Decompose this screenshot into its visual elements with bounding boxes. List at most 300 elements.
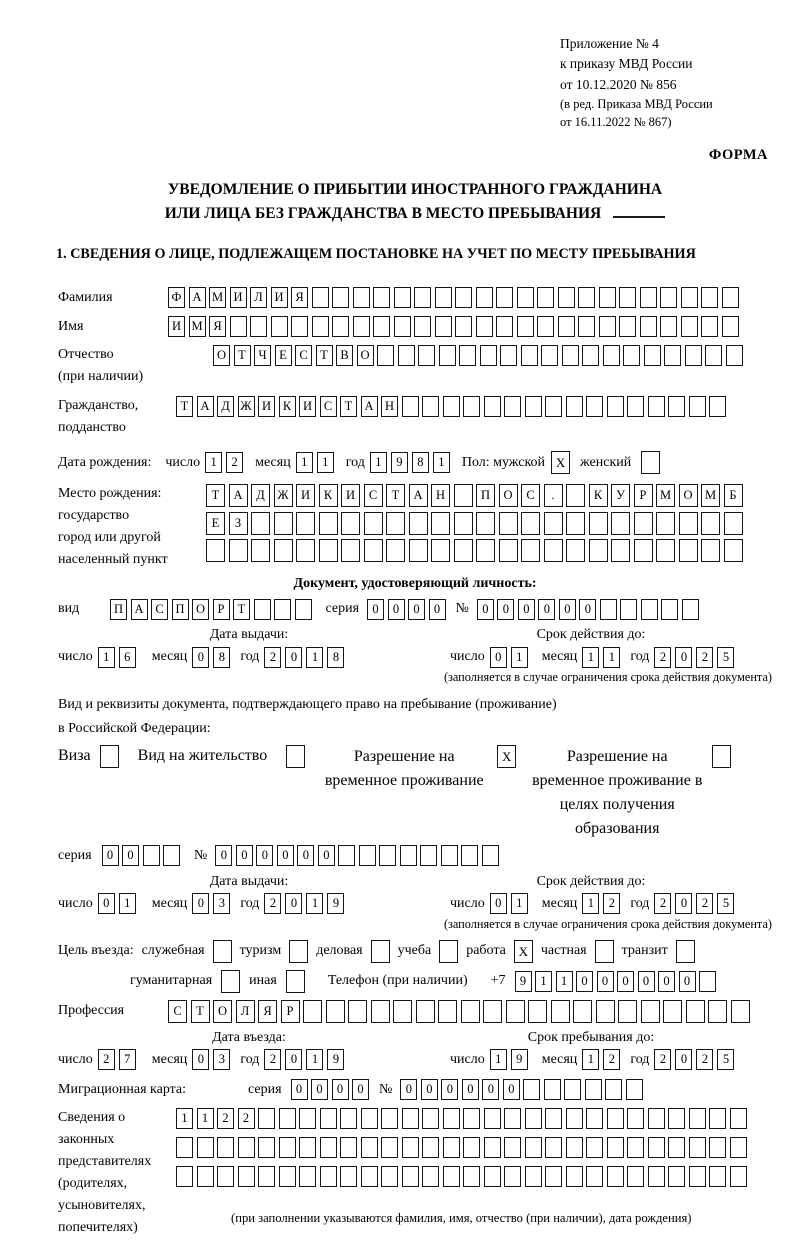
char-cell[interactable] (709, 1166, 726, 1187)
char-cell[interactable] (431, 539, 450, 562)
char-cell[interactable]: 0 (285, 1049, 302, 1070)
char-cell[interactable] (626, 1079, 643, 1100)
char-cell[interactable] (299, 1137, 316, 1158)
char-cell[interactable]: Р (634, 484, 653, 507)
char-cell[interactable] (640, 316, 657, 337)
char-cell[interactable] (398, 345, 415, 366)
char-cell[interactable] (551, 1000, 570, 1023)
char-cell[interactable] (386, 512, 405, 535)
char-cell[interactable]: 0 (192, 647, 209, 668)
char-cell[interactable]: 6 (119, 647, 136, 668)
char-cell[interactable] (607, 1108, 624, 1129)
char-cell[interactable] (504, 396, 521, 417)
purpose-study-checkbox[interactable] (439, 940, 458, 963)
char-cell[interactable] (648, 1166, 665, 1187)
char-cell[interactable] (476, 316, 493, 337)
char-cell[interactable] (499, 512, 518, 535)
purpose-business-checkbox[interactable] (371, 940, 390, 963)
char-cell[interactable] (217, 1137, 234, 1158)
char-cell[interactable] (566, 1137, 583, 1158)
char-cell[interactable]: 0 (576, 971, 593, 992)
char-cell[interactable] (544, 1079, 561, 1100)
char-cell[interactable]: Т (206, 484, 225, 507)
char-cell[interactable] (685, 345, 702, 366)
char-cell[interactable]: С (320, 396, 337, 417)
char-cell[interactable] (686, 1000, 705, 1023)
char-cell[interactable] (476, 287, 493, 308)
char-cell[interactable] (648, 1108, 665, 1129)
char-cell[interactable]: 1 (511, 647, 528, 668)
char-cell[interactable]: А (189, 287, 206, 308)
char-cell[interactable]: А (197, 396, 214, 417)
char-cell[interactable]: 0 (102, 845, 119, 866)
char-cell[interactable]: О (213, 345, 230, 366)
char-cell[interactable]: 3 (213, 893, 230, 914)
temp-residence-checkbox[interactable]: X (497, 745, 516, 768)
char-cell[interactable] (701, 287, 718, 308)
char-cell[interactable]: П (476, 484, 495, 507)
char-cell[interactable] (463, 396, 480, 417)
char-cell[interactable] (627, 1137, 644, 1158)
char-cell[interactable] (439, 345, 456, 366)
sex-male-checkbox[interactable]: X (551, 451, 570, 474)
char-cell[interactable] (422, 1166, 439, 1187)
char-cell[interactable] (251, 512, 270, 535)
char-cell[interactable] (341, 539, 360, 562)
char-cell[interactable] (496, 316, 513, 337)
char-cell[interactable] (566, 539, 585, 562)
char-cell[interactable]: 9 (515, 971, 532, 992)
char-cell[interactable]: Б (724, 484, 743, 507)
char-cell[interactable] (484, 1166, 501, 1187)
char-cell[interactable]: 0 (332, 1079, 349, 1100)
char-cell[interactable]: 2 (654, 893, 671, 914)
char-cell[interactable] (364, 539, 383, 562)
char-cell[interactable] (340, 1166, 357, 1187)
char-cell[interactable] (603, 345, 620, 366)
char-cell[interactable] (627, 396, 644, 417)
char-cell[interactable] (348, 1000, 367, 1023)
char-cell[interactable] (312, 287, 329, 308)
char-cell[interactable] (320, 1166, 337, 1187)
visa-checkbox[interactable] (100, 745, 119, 768)
char-cell[interactable] (443, 396, 460, 417)
char-cell[interactable] (435, 316, 452, 337)
char-cell[interactable] (722, 316, 739, 337)
char-cell[interactable] (176, 1137, 193, 1158)
char-cell[interactable]: Д (217, 396, 234, 417)
char-cell[interactable] (381, 1137, 398, 1158)
char-cell[interactable]: Я (209, 316, 226, 337)
char-cell[interactable]: 1 (296, 452, 313, 473)
char-cell[interactable]: 0 (617, 971, 634, 992)
char-cell[interactable] (373, 316, 390, 337)
char-cell[interactable] (724, 512, 743, 535)
char-cell[interactable]: 0 (291, 1079, 308, 1100)
char-cell[interactable]: К (279, 396, 296, 417)
char-cell[interactable] (484, 1137, 501, 1158)
char-cell[interactable] (312, 316, 329, 337)
char-cell[interactable]: Т (316, 345, 333, 366)
char-cell[interactable]: С (295, 345, 312, 366)
char-cell[interactable] (708, 1000, 727, 1023)
char-cell[interactable] (361, 1108, 378, 1129)
char-cell[interactable] (545, 1166, 562, 1187)
char-cell[interactable] (582, 345, 599, 366)
char-cell[interactable]: 0 (285, 893, 302, 914)
char-cell[interactable] (627, 1108, 644, 1129)
char-cell[interactable] (566, 512, 585, 535)
char-cell[interactable]: 1 (98, 647, 115, 668)
char-cell[interactable] (230, 316, 247, 337)
char-cell[interactable]: У (611, 484, 630, 507)
char-cell[interactable]: 2 (654, 647, 671, 668)
char-cell[interactable]: 0 (638, 971, 655, 992)
char-cell[interactable] (320, 1108, 337, 1129)
char-cell[interactable]: 1 (582, 647, 599, 668)
char-cell[interactable]: 0 (658, 971, 675, 992)
sex-female-checkbox[interactable] (641, 451, 660, 474)
char-cell[interactable] (271, 316, 288, 337)
char-cell[interactable] (484, 396, 501, 417)
char-cell[interactable] (599, 287, 616, 308)
char-cell[interactable] (724, 539, 743, 562)
char-cell[interactable]: П (110, 599, 127, 620)
char-cell[interactable]: 2 (696, 647, 713, 668)
char-cell[interactable] (730, 1108, 747, 1129)
char-cell[interactable] (664, 345, 681, 366)
char-cell[interactable]: 2 (654, 1049, 671, 1070)
char-cell[interactable] (499, 539, 518, 562)
char-cell[interactable]: 0 (400, 1079, 417, 1100)
char-cell[interactable] (394, 287, 411, 308)
char-cell[interactable] (296, 512, 315, 535)
char-cell[interactable]: 1 (119, 893, 136, 914)
char-cell[interactable] (644, 345, 661, 366)
char-cell[interactable] (730, 1166, 747, 1187)
char-cell[interactable] (353, 287, 370, 308)
char-cell[interactable]: Я (258, 1000, 277, 1023)
char-cell[interactable]: 1 (370, 452, 387, 473)
char-cell[interactable] (496, 287, 513, 308)
char-cell[interactable] (409, 512, 428, 535)
char-cell[interactable]: 1 (306, 647, 323, 668)
char-cell[interactable]: О (192, 599, 209, 620)
char-cell[interactable] (402, 1166, 419, 1187)
char-cell[interactable] (562, 345, 579, 366)
char-cell[interactable] (566, 1108, 583, 1129)
char-cell[interactable] (648, 1137, 665, 1158)
char-cell[interactable]: 0 (256, 845, 273, 866)
char-cell[interactable]: И (168, 316, 185, 337)
residence-permit-checkbox[interactable] (286, 745, 305, 768)
purpose-private-checkbox[interactable] (595, 940, 614, 963)
char-cell[interactable] (402, 396, 419, 417)
char-cell[interactable] (414, 287, 431, 308)
char-cell[interactable]: Ф (168, 287, 185, 308)
char-cell[interactable] (359, 845, 376, 866)
char-cell[interactable] (541, 345, 558, 366)
char-cell[interactable] (393, 1000, 412, 1023)
char-cell[interactable] (394, 316, 411, 337)
char-cell[interactable]: 8 (327, 647, 344, 668)
char-cell[interactable]: С (168, 1000, 187, 1023)
char-cell[interactable] (379, 845, 396, 866)
char-cell[interactable] (299, 1108, 316, 1129)
char-cell[interactable] (578, 316, 595, 337)
char-cell[interactable] (525, 1108, 542, 1129)
char-cell[interactable] (558, 316, 575, 337)
char-cell[interactable]: Ж (238, 396, 255, 417)
char-cell[interactable] (660, 287, 677, 308)
char-cell[interactable]: 0 (429, 599, 446, 620)
char-cell[interactable]: 0 (490, 647, 507, 668)
char-cell[interactable] (634, 539, 653, 562)
char-cell[interactable] (455, 316, 472, 337)
char-cell[interactable]: 1 (511, 893, 528, 914)
char-cell[interactable] (463, 1166, 480, 1187)
char-cell[interactable] (611, 512, 630, 535)
purpose-official-checkbox[interactable] (213, 940, 232, 963)
char-cell[interactable]: 0 (236, 845, 253, 866)
char-cell[interactable]: Н (431, 484, 450, 507)
char-cell[interactable] (274, 512, 293, 535)
char-cell[interactable] (422, 1137, 439, 1158)
char-cell[interactable] (197, 1166, 214, 1187)
char-cell[interactable] (229, 539, 248, 562)
char-cell[interactable]: 1 (205, 452, 222, 473)
char-cell[interactable] (319, 539, 338, 562)
char-cell[interactable]: И (296, 484, 315, 507)
char-cell[interactable] (586, 396, 603, 417)
char-cell[interactable]: О (679, 484, 698, 507)
char-cell[interactable]: 0 (297, 845, 314, 866)
char-cell[interactable] (258, 1137, 275, 1158)
char-cell[interactable] (422, 1108, 439, 1129)
char-cell[interactable]: Е (206, 512, 225, 535)
char-cell[interactable]: 2 (98, 1049, 115, 1070)
char-cell[interactable] (483, 1000, 502, 1023)
char-cell[interactable]: Р (213, 599, 230, 620)
char-cell[interactable]: 3 (213, 1049, 230, 1070)
char-cell[interactable]: М (656, 484, 675, 507)
char-cell[interactable] (319, 512, 338, 535)
char-cell[interactable]: 0 (497, 599, 514, 620)
char-cell[interactable]: 2 (696, 893, 713, 914)
char-cell[interactable]: Т (176, 396, 193, 417)
char-cell[interactable] (545, 396, 562, 417)
char-cell[interactable] (476, 512, 495, 535)
char-cell[interactable]: Д (251, 484, 270, 507)
char-cell[interactable] (254, 599, 271, 620)
char-cell[interactable] (589, 512, 608, 535)
char-cell[interactable]: 1 (490, 1049, 507, 1070)
char-cell[interactable] (528, 1000, 547, 1023)
char-cell[interactable] (521, 539, 540, 562)
char-cell[interactable]: 0 (311, 1079, 328, 1100)
char-cell[interactable] (400, 845, 417, 866)
char-cell[interactable] (619, 287, 636, 308)
char-cell[interactable] (476, 539, 495, 562)
char-cell[interactable] (573, 1000, 592, 1023)
char-cell[interactable] (537, 287, 554, 308)
char-cell[interactable]: 1 (317, 452, 334, 473)
char-cell[interactable]: С (364, 484, 383, 507)
char-cell[interactable]: 0 (318, 845, 335, 866)
char-cell[interactable]: Н (381, 396, 398, 417)
char-cell[interactable]: О (213, 1000, 232, 1023)
char-cell[interactable] (461, 845, 478, 866)
char-cell[interactable]: 5 (717, 1049, 734, 1070)
char-cell[interactable] (544, 512, 563, 535)
char-cell[interactable] (517, 287, 534, 308)
char-cell[interactable]: Е (275, 345, 292, 366)
char-cell[interactable]: 0 (408, 599, 425, 620)
char-cell[interactable] (353, 316, 370, 337)
char-cell[interactable]: 8 (412, 452, 429, 473)
char-cell[interactable]: 2 (264, 1049, 281, 1070)
char-cell[interactable] (250, 316, 267, 337)
char-cell[interactable]: 1 (582, 893, 599, 914)
char-cell[interactable] (679, 539, 698, 562)
char-cell[interactable] (600, 599, 617, 620)
char-cell[interactable] (663, 1000, 682, 1023)
char-cell[interactable]: 0 (421, 1079, 438, 1100)
char-cell[interactable]: Т (340, 396, 357, 417)
char-cell[interactable]: М (701, 484, 720, 507)
char-cell[interactable] (332, 316, 349, 337)
char-cell[interactable] (420, 845, 437, 866)
char-cell[interactable] (619, 316, 636, 337)
char-cell[interactable] (611, 539, 630, 562)
char-cell[interactable] (504, 1108, 521, 1129)
char-cell[interactable] (504, 1166, 521, 1187)
char-cell[interactable] (709, 1137, 726, 1158)
char-cell[interactable]: 1 (176, 1108, 193, 1129)
char-cell[interactable] (258, 1108, 275, 1129)
char-cell[interactable]: 0 (367, 599, 384, 620)
char-cell[interactable] (296, 539, 315, 562)
char-cell[interactable] (381, 1108, 398, 1129)
char-cell[interactable] (618, 1000, 637, 1023)
char-cell[interactable] (634, 512, 653, 535)
char-cell[interactable] (521, 345, 538, 366)
char-cell[interactable] (623, 345, 640, 366)
char-cell[interactable] (656, 539, 675, 562)
char-cell[interactable] (414, 316, 431, 337)
char-cell[interactable] (679, 512, 698, 535)
char-cell[interactable] (454, 539, 473, 562)
char-cell[interactable] (607, 1137, 624, 1158)
char-cell[interactable]: 0 (477, 599, 494, 620)
char-cell[interactable] (521, 512, 540, 535)
char-cell[interactable] (454, 512, 473, 535)
char-cell[interactable] (709, 396, 726, 417)
char-cell[interactable] (722, 287, 739, 308)
char-cell[interactable] (274, 599, 291, 620)
char-cell[interactable]: Т (234, 345, 251, 366)
purpose-humanitarian-checkbox[interactable] (221, 970, 240, 993)
char-cell[interactable] (605, 1079, 622, 1100)
char-cell[interactable] (303, 1000, 322, 1023)
char-cell[interactable] (416, 1000, 435, 1023)
char-cell[interactable] (206, 539, 225, 562)
char-cell[interactable]: 2 (264, 893, 281, 914)
char-cell[interactable]: Т (233, 599, 250, 620)
char-cell[interactable] (386, 539, 405, 562)
char-cell[interactable] (607, 396, 624, 417)
char-cell[interactable] (238, 1137, 255, 1158)
char-cell[interactable]: 0 (285, 647, 302, 668)
char-cell[interactable] (373, 287, 390, 308)
char-cell[interactable] (627, 1166, 644, 1187)
char-cell[interactable] (377, 345, 394, 366)
char-cell[interactable]: Р (281, 1000, 300, 1023)
char-cell[interactable] (586, 1108, 603, 1129)
char-cell[interactable] (484, 1108, 501, 1129)
purpose-tourism-checkbox[interactable] (289, 940, 308, 963)
char-cell[interactable] (641, 599, 658, 620)
char-cell[interactable] (701, 539, 720, 562)
char-cell[interactable] (731, 1000, 750, 1023)
char-cell[interactable] (726, 345, 743, 366)
char-cell[interactable]: А (361, 396, 378, 417)
char-cell[interactable]: С (521, 484, 540, 507)
char-cell[interactable] (545, 1137, 562, 1158)
char-cell[interactable]: 0 (192, 1049, 209, 1070)
char-cell[interactable] (506, 1000, 525, 1023)
char-cell[interactable]: 0 (579, 599, 596, 620)
char-cell[interactable] (295, 599, 312, 620)
char-cell[interactable] (279, 1166, 296, 1187)
char-cell[interactable]: П (172, 599, 189, 620)
char-cell[interactable]: 0 (192, 893, 209, 914)
char-cell[interactable]: А (229, 484, 248, 507)
char-cell[interactable] (689, 1108, 706, 1129)
char-cell[interactable]: З (229, 512, 248, 535)
char-cell[interactable] (523, 1079, 540, 1100)
char-cell[interactable]: 0 (679, 971, 696, 992)
char-cell[interactable] (504, 1137, 521, 1158)
char-cell[interactable] (599, 316, 616, 337)
char-cell[interactable] (705, 345, 722, 366)
char-cell[interactable] (340, 1137, 357, 1158)
char-cell[interactable]: 1 (535, 971, 552, 992)
char-cell[interactable]: 0 (538, 599, 555, 620)
char-cell[interactable]: 1 (603, 647, 620, 668)
char-cell[interactable] (525, 1137, 542, 1158)
char-cell[interactable] (699, 971, 716, 992)
char-cell[interactable]: 2 (217, 1108, 234, 1129)
char-cell[interactable] (525, 1166, 542, 1187)
char-cell[interactable] (607, 1166, 624, 1187)
char-cell[interactable] (371, 1000, 390, 1023)
char-cell[interactable]: 2 (603, 893, 620, 914)
char-cell[interactable] (461, 1000, 480, 1023)
char-cell[interactable] (251, 539, 270, 562)
char-cell[interactable] (544, 539, 563, 562)
char-cell[interactable]: 2 (226, 452, 243, 473)
char-cell[interactable] (454, 484, 473, 507)
char-cell[interactable] (668, 1166, 685, 1187)
char-cell[interactable] (681, 287, 698, 308)
char-cell[interactable] (238, 1166, 255, 1187)
char-cell[interactable] (197, 1137, 214, 1158)
char-cell[interactable]: 0 (388, 599, 405, 620)
char-cell[interactable] (566, 484, 585, 507)
char-cell[interactable] (482, 845, 499, 866)
char-cell[interactable] (730, 1137, 747, 1158)
